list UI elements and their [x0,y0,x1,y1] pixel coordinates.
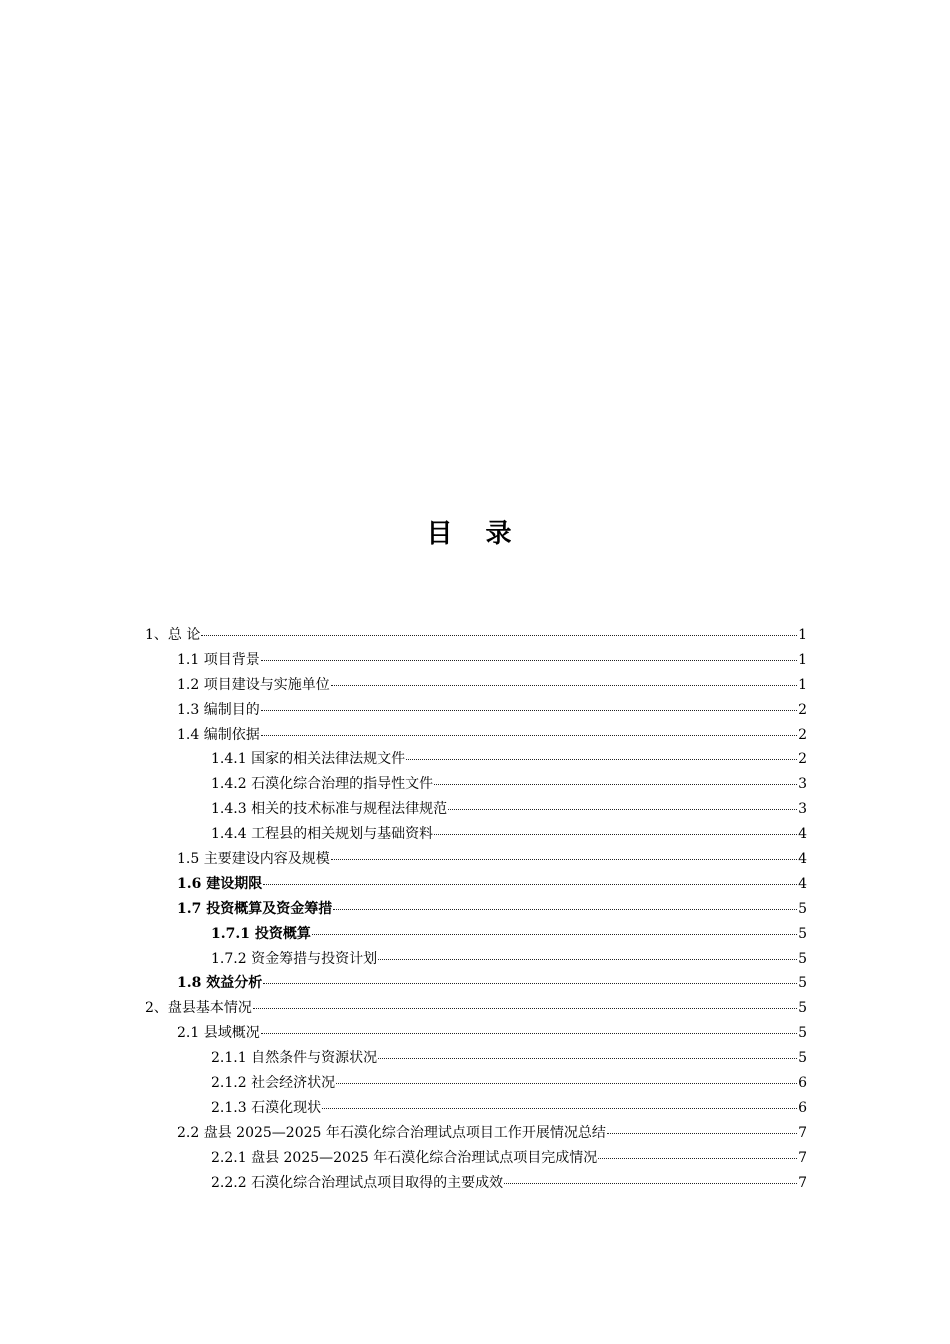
toc-entry-page-number: 5 [798,975,807,992]
toc-entry-label: 2.2.1 盘县 2025—2025 年石漠化综合治理试点项目完成情况 [211,1149,598,1166]
dot-leader [331,858,797,860]
toc-entry-label: 1.7.1 投资概算 [211,925,311,942]
toc-entry[interactable] [145,1121,807,1146]
toc-entry-label: 2.2 盘县 2025—2025 年石漠化综合治理试点项目工作开展情况总结 [177,1124,606,1141]
dot-leader [333,908,797,910]
dot-leader [312,933,797,935]
dot-leader [406,758,797,760]
dot-leader [607,1132,797,1134]
toc-entry[interactable] [145,822,807,847]
dot-leader [253,1007,797,1009]
toc-entry[interactable] [145,1021,807,1046]
dot-leader [598,1157,797,1159]
toc-entry-label: 2.2.2 石漠化综合治理试点项目取得的主要成效 [211,1174,504,1191]
toc-entry-page-number: 3 [798,801,807,818]
toc-entry-label: 1.4.1 国家的相关法律法规文件 [211,751,406,768]
dot-leader [378,958,797,960]
toc-entry[interactable] [145,772,807,797]
toc-entry-label: 1.7 投资概算及资金筹措 [177,900,333,917]
toc-entry[interactable] [145,747,807,772]
toc-entry-page-number: 1 [798,627,807,643]
toc-entry-page-number: 7 [798,1124,807,1141]
toc-entry[interactable] [145,847,807,872]
dot-leader [263,883,797,885]
toc-entry[interactable] [145,947,807,972]
toc-entry-label: 1.4.4 工程县的相关规划与基础资料 [211,826,434,843]
toc-entry-page-number: 4 [798,851,807,868]
dot-leader [504,1182,797,1184]
toc-entry-label: 1.3 编制目的 [177,701,260,718]
dot-leader [201,634,797,636]
toc-entry[interactable] [145,996,807,1021]
toc-entry[interactable] [145,971,807,996]
dot-leader [378,1057,797,1059]
toc-entry-page-number: 1 [798,676,807,693]
toc-entry-label: 1.8 效益分析 [177,975,263,992]
toc-entry-label: 1.6 建设期限 [177,875,263,892]
toc-entry-label: 1.4.3 相关的技术标准与规程法律规范 [211,801,448,818]
toc-entry[interactable] [145,797,807,822]
toc-entry-page-number: 5 [798,950,807,967]
toc-entry-label: 2.1.2 社会经济状况 [211,1075,336,1092]
toc-entry[interactable] [145,623,807,648]
toc-entry-label: 1.7.2 资金筹措与投资计划 [211,950,378,967]
toc-entry-page-number: 2 [798,701,807,718]
toc-entry[interactable] [145,922,807,947]
toc-entry[interactable] [145,648,807,673]
toc-entry-page-number: 5 [798,925,807,942]
toc-entry[interactable] [145,1146,807,1171]
toc-entry[interactable] [145,1071,807,1096]
toc-entry-label: 2.1.3 石漠化现状 [211,1099,322,1116]
toc-entry-label: 2.1 县域概况 [177,1025,260,1042]
dot-leader [448,808,797,810]
toc-entry-label: 2、盘县基本情况 [145,1000,252,1017]
toc-entry-page-number: 4 [798,826,807,843]
toc-entry[interactable] [145,1096,807,1121]
toc-entry-label: 1、总 论 [145,627,201,643]
dot-leader [434,783,797,785]
dot-leader [263,982,797,984]
toc-entry-label: 1.1 项目背景 [177,651,260,668]
dot-leader [261,659,797,661]
dot-leader [322,1107,797,1109]
toc-entry-page-number: 7 [798,1174,807,1191]
toc-entry-label: 1.4 编制依据 [177,726,260,743]
toc-entry[interactable] [145,1171,807,1196]
dot-leader [261,1032,797,1034]
toc-entry-label: 1.4.2 石漠化综合治理的指导性文件 [211,776,434,793]
toc-entry-page-number: 5 [798,1025,807,1042]
toc-entry-label: 2.1.1 自然条件与资源状况 [211,1050,378,1067]
dot-leader [331,684,797,686]
toc-entry-label: 1.5 主要建设内容及规模 [177,851,330,868]
toc-entry-page-number: 5 [798,900,807,917]
toc-entry-page-number: 7 [798,1149,807,1166]
table-of-contents [145,623,807,1195]
toc-entry-page-number: 5 [798,1050,807,1067]
toc-entry[interactable] [145,872,807,897]
toc-entry-page-number: 6 [798,1075,807,1092]
dot-leader [434,833,797,835]
page-title: 目 录 [426,519,524,549]
toc-entry-page-number: 2 [798,726,807,743]
toc-entry[interactable] [145,673,807,698]
toc-entry[interactable] [145,698,807,723]
toc-entry[interactable] [145,723,807,748]
toc-entry-page-number: 3 [798,776,807,793]
toc-entry-page-number: 5 [798,1000,807,1017]
toc-entry[interactable] [145,1046,807,1071]
dot-leader [261,734,797,736]
dot-leader [261,709,797,711]
toc-entry-label: 1.2 项目建设与实施单位 [177,676,330,693]
toc-entry-page-number: 4 [798,875,807,892]
toc-entry-page-number: 2 [798,751,807,768]
toc-entry[interactable] [145,897,807,922]
toc-entry-page-number: 1 [798,651,807,668]
toc-entry-page-number: 6 [798,1099,807,1116]
dot-leader [336,1082,797,1084]
